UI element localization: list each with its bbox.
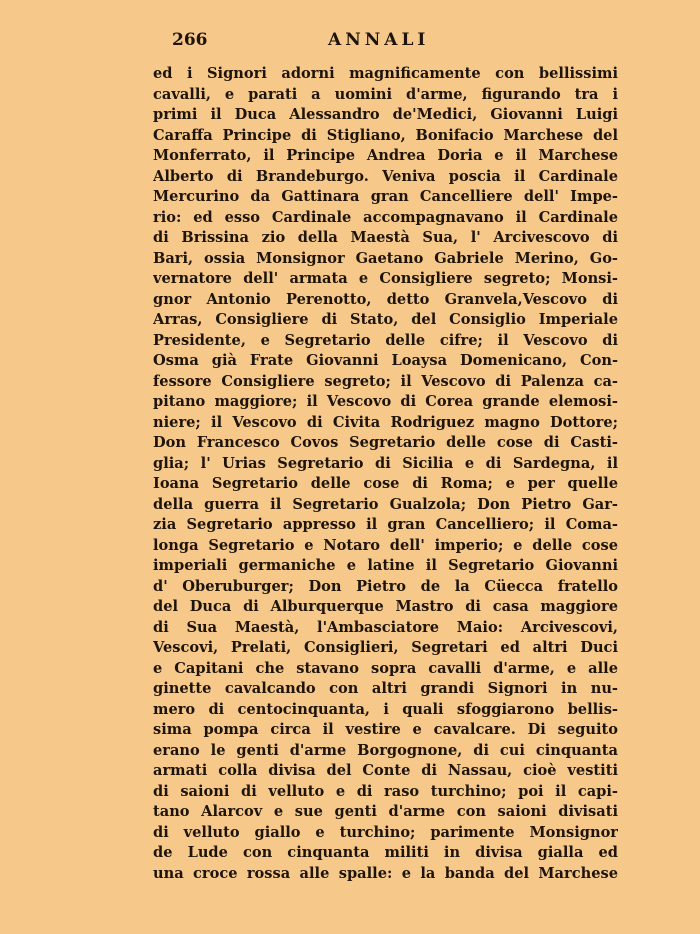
text-line: una croce rossa alle spalle: e la banda del Marchese [153, 864, 618, 882]
text-line: tano Alarcov e sue genti d'arme con saioni divisati [153, 803, 618, 820]
text-line: Caraffa Principe di Stigliano, Bonifacio Marchese del [153, 126, 618, 144]
text-line: cavalli, e parati a uomini d'arme, figurando tra i [153, 85, 618, 103]
text-line: rio: ed esso Cardinale accompagnavano il Cardinale [153, 208, 618, 226]
text-line: e Capitani che stavano sopra cavalli d'arme, e alle [153, 659, 618, 677]
text-line: Arras, Consigliere di Stato, del Consiglio Imperiale [153, 311, 618, 328]
text-line: imperiali germaniche e latine il Segretario Giovanni [153, 557, 618, 574]
text-line: vernatore dell' armata e Consigliere segreto; Monsi- [153, 270, 618, 287]
text-line: Bari, ossia Monsignor Gaetano Gabriele Merino, Go- [153, 249, 618, 267]
text-line: Presidente, e Segretario delle cifre; il Vescovo di [153, 331, 618, 349]
text-line: armati colla divisa del Conte di Nassau, cioè vestiti [153, 762, 618, 779]
text-line: Mercurino da Gattinara gran Cancelliere dell' Impe- [153, 188, 618, 205]
text-line: di Sua Maestà, l'Ambasciatore Maio: Arcivescovi, [153, 618, 618, 636]
text-line: niere; il Vescovo di Civita Rodriguez magno Dottore; [153, 413, 618, 431]
text-line: Alberto di Brandeburgo. Veniva poscia il Cardinale [153, 167, 618, 185]
text-line: del Duca di Alburquerque Mastro di casa maggiore [153, 598, 618, 615]
text-line: di Brissina zio della Maestà Sua, l' Arcivescovo di [153, 229, 618, 246]
text-line: primi il Duca Alessandro de'Medici, Giovanni Luigi [153, 106, 618, 123]
page-number: 266 [172, 30, 208, 50]
text-line: di saioni di velluto e di raso turchino; poi il capi- [153, 782, 618, 800]
text-line: gnor Antonio Perenotto, detto Granvela,Vescovo di [153, 290, 618, 308]
text-line: glia; l' Urias Segretario di Sicilia e di Sardegna, il [153, 454, 618, 472]
text-line: di velluto giallo e turchino; parimente Monsignor [153, 823, 618, 841]
text-line: zia Segretario appresso il gran Cancelliero; il Coma- [153, 516, 618, 533]
text-line: ed i Signori adorni magnificamente con bellissimi [153, 65, 618, 82]
text-line: de Lude con cinquanta militi in divisa gialla ed [153, 844, 618, 861]
text-line: erano le genti d'arme Borgognone, di cui cinquanta [153, 741, 618, 759]
page-header [168, 30, 623, 58]
text-line: Monferrato, il Principe Andrea Doria e il Marchese [153, 147, 618, 164]
text-line: pitano maggiore; il Vescovo di Corea grande elemosi- [153, 393, 618, 410]
body-text [153, 64, 618, 884]
text-line: fessore Consigliere segreto; il Vescovo di Palenza ca- [153, 372, 618, 390]
text-line: d' Oberuburger; Don Pietro de la Cüecca fratello [153, 577, 618, 595]
text-line: Ioana Segretario delle cose di Roma; e per quelle [153, 475, 618, 492]
running-title: ANNALI [328, 30, 430, 50]
text-line: mero di centocinquanta, i quali sfoggiarono bellis- [153, 700, 618, 718]
text-line: longa Segretario e Notaro dell' imperio; e delle cose [153, 536, 618, 554]
text-line: ginette cavalcando con altri grandi Signori in nu- [153, 680, 618, 697]
text-line: della guerra il Segretario Gualzola; Don Pietro Gar- [153, 495, 618, 513]
text-line: Don Francesco Covos Segretario delle cose di Casti- [153, 434, 618, 451]
text-line: Osma già Frate Giovanni Loaysa Domenicano, Con- [153, 352, 618, 369]
text-line: sima pompa circa il vestire e cavalcare. Di seguito [153, 721, 618, 738]
text-line: Vescovi, Prelati, Consiglieri, Segretari ed altri Duci [153, 639, 618, 656]
